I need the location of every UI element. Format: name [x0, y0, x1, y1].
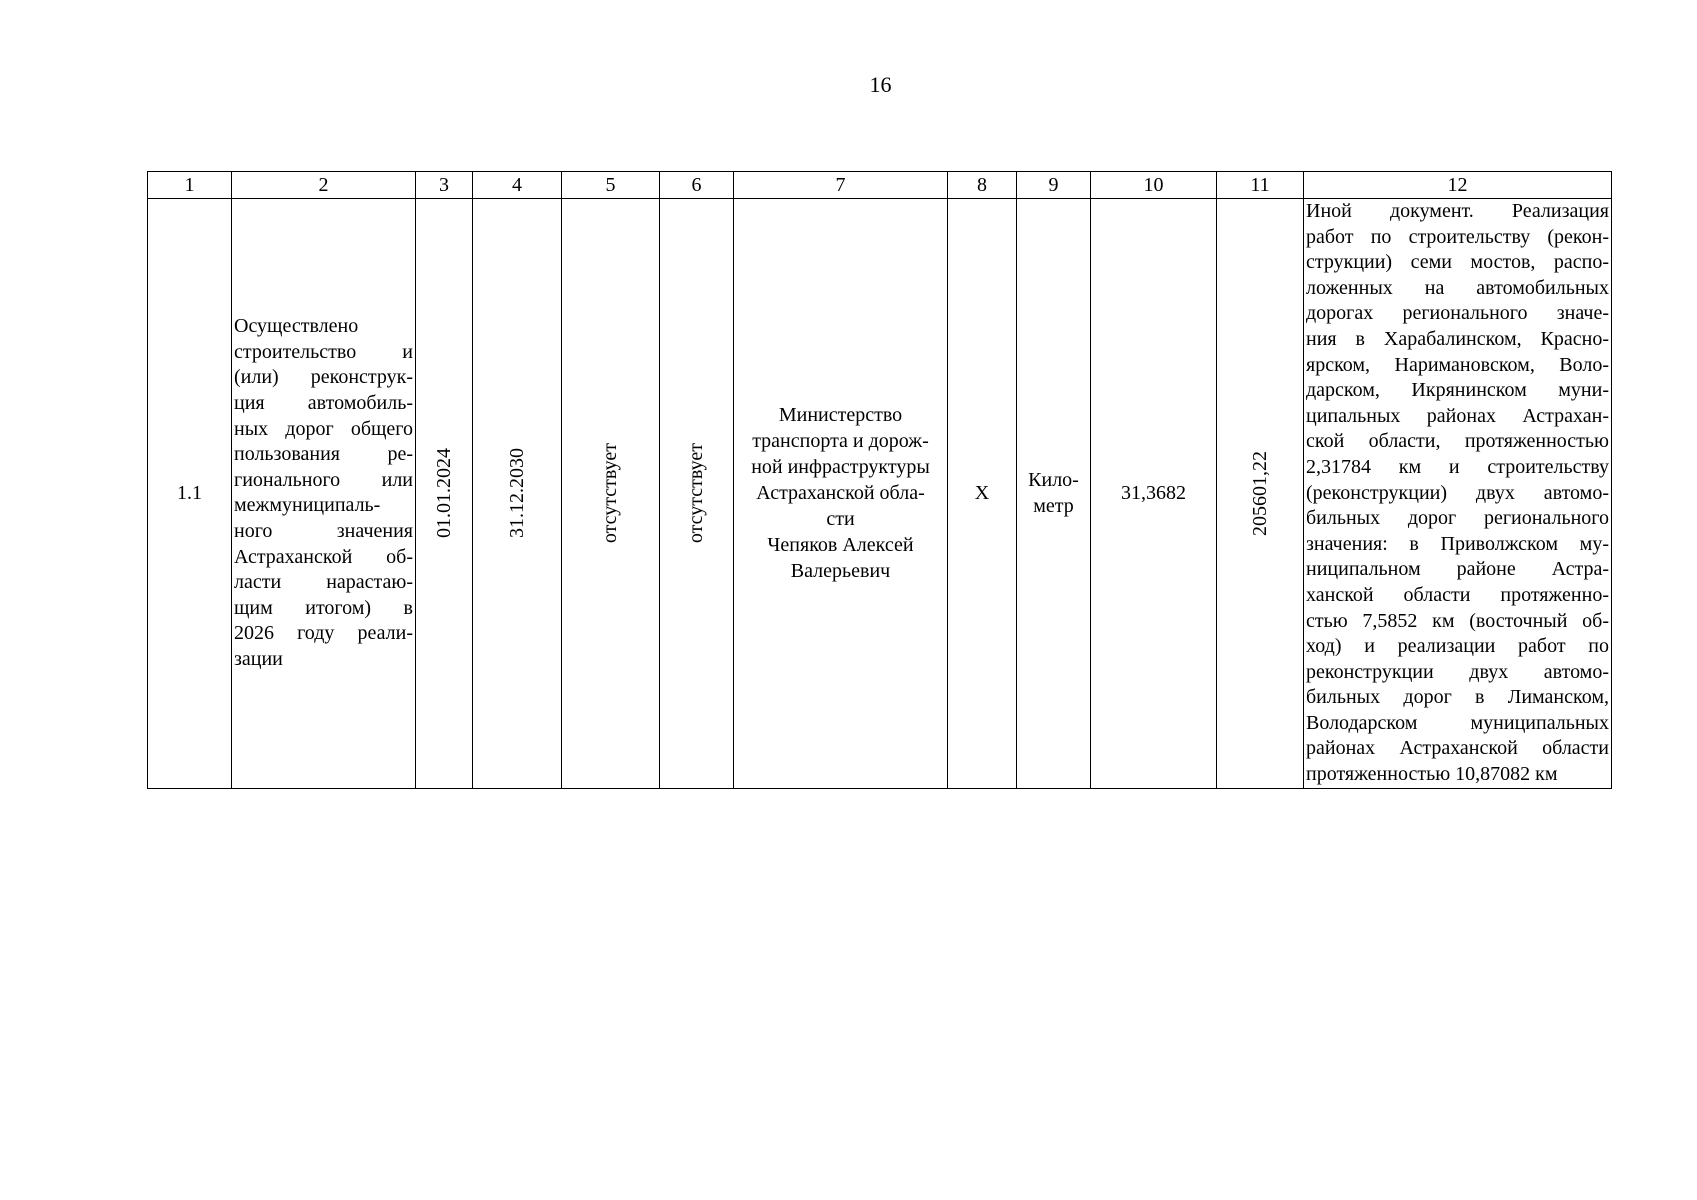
col5-cell — [562, 199, 660, 789]
description-line: ного значения — [234, 519, 413, 542]
description-text — [232, 314, 415, 672]
row-number: 1.1 — [177, 481, 202, 504]
description-line: ласти нарастаю- — [234, 571, 413, 594]
header-cell: 7 — [734, 172, 948, 199]
table-header-row — [148, 172, 1612, 199]
note-line: дарском, Икрянинском муни- — [1306, 379, 1609, 402]
note-line: ской области, протяженностью — [1306, 430, 1609, 453]
start-date-cell — [416, 199, 473, 789]
responsible-cell — [734, 199, 948, 789]
note-line: ярском, Наримановском, Воло- — [1306, 353, 1609, 376]
note-line: струкции) семи мостов, распо- — [1306, 251, 1609, 274]
header-cell: 6 — [660, 172, 734, 199]
row-number-cell — [148, 199, 232, 789]
col6-value: отсутствует — [685, 443, 707, 544]
description-line: ных дорог общего — [234, 417, 413, 440]
end-date: 31.12.2030 — [505, 448, 528, 539]
amount: 205601,22 — [1248, 450, 1271, 536]
description-cell — [232, 199, 416, 789]
description-line: пользования ре- — [234, 443, 413, 466]
header-cell: 9 — [1017, 172, 1091, 199]
description-line: щим итогом) в — [234, 596, 413, 619]
header-cell: 12 — [1304, 172, 1612, 199]
value: 31,3682 — [1121, 481, 1186, 504]
description-line: гионального или — [234, 468, 413, 491]
description-line: межмуниципаль- — [234, 494, 381, 517]
note-cell — [1304, 199, 1612, 789]
note-line: 2,31784 км и строительству — [1306, 455, 1609, 478]
unit-line: Кило- — [1028, 469, 1079, 492]
header-cell: 8 — [948, 172, 1017, 199]
note-line: протяженностью 10,87082 км — [1306, 763, 1558, 786]
note-line: ципальных районах Астрахан- — [1306, 404, 1609, 427]
header-cell: 10 — [1091, 172, 1217, 199]
col8-cell — [948, 199, 1017, 789]
note-line: Иной документ. Реализация — [1306, 200, 1609, 222]
description-line: ция автомобиль- — [234, 391, 413, 414]
note-line: реконструкции двух автомо- — [1306, 660, 1609, 683]
note-line: ханской области протяженно- — [1306, 583, 1609, 606]
responsible-line: Валерьевич — [790, 560, 891, 583]
header-cell: 3 — [416, 172, 473, 199]
table-row — [148, 199, 1612, 789]
note-line: стью 7,5852 км (восточный об- — [1306, 609, 1609, 632]
note-line: Володарском муниципальных — [1306, 711, 1609, 734]
header-cell: 1 — [148, 172, 232, 199]
note-line: значения: в Приволжском му- — [1306, 532, 1609, 555]
description-line: Астраханской об- — [234, 545, 413, 568]
header-cell: 4 — [473, 172, 562, 199]
description-line: зации — [234, 647, 283, 670]
header-cell: 11 — [1217, 172, 1304, 199]
page-number: 16 — [869, 72, 892, 97]
responsible-line: сти — [826, 508, 855, 531]
note-text — [1304, 199, 1611, 788]
note-line: ниципальном районе Астра- — [1306, 558, 1609, 581]
header-cell: 2 — [232, 172, 416, 199]
header-cell: 5 — [562, 172, 660, 199]
description-line: Осуществлено — [234, 315, 359, 338]
responsible-line: Астраханской обла- — [756, 482, 925, 505]
description-line: строительство и — [234, 340, 413, 363]
unit-line: метр — [1033, 495, 1074, 518]
note-line: бильных дорог в Лиманском, — [1306, 686, 1609, 709]
value-cell — [1091, 199, 1217, 789]
description-line: 2026 году реали- — [234, 622, 413, 645]
responsible-line: ной инфраструктуры — [751, 456, 930, 479]
data-table — [147, 171, 1612, 789]
col5-value: отсутствует — [599, 443, 621, 544]
description-line: (или) реконструк- — [234, 366, 413, 389]
note-line: районах Астраханской области — [1306, 737, 1609, 760]
col8-value: Х — [974, 481, 990, 504]
responsible-line: транспорта и дорож- — [752, 430, 929, 453]
note-line: (реконструкции) двух автомо- — [1306, 481, 1609, 504]
note-line: ложенных на автомобильных — [1306, 276, 1609, 299]
responsible-line: Министерство — [778, 404, 903, 427]
note-line: бильных дорог регионального — [1306, 507, 1609, 530]
note-line: ния в Харабалинском, Красно- — [1306, 327, 1609, 350]
amount-cell — [1217, 199, 1304, 789]
start-date: 01.01.2024 — [432, 448, 455, 539]
note-line: ход) и реализации работ по — [1306, 635, 1609, 658]
responsible-line: Чепяков Алексей — [767, 534, 914, 557]
end-date-cell — [473, 199, 562, 789]
col6-cell — [660, 199, 734, 789]
note-line: работ по строительству (рекон- — [1306, 225, 1609, 248]
note-line: дорогах регионального значе- — [1306, 302, 1609, 325]
unit-cell — [1017, 199, 1091, 789]
